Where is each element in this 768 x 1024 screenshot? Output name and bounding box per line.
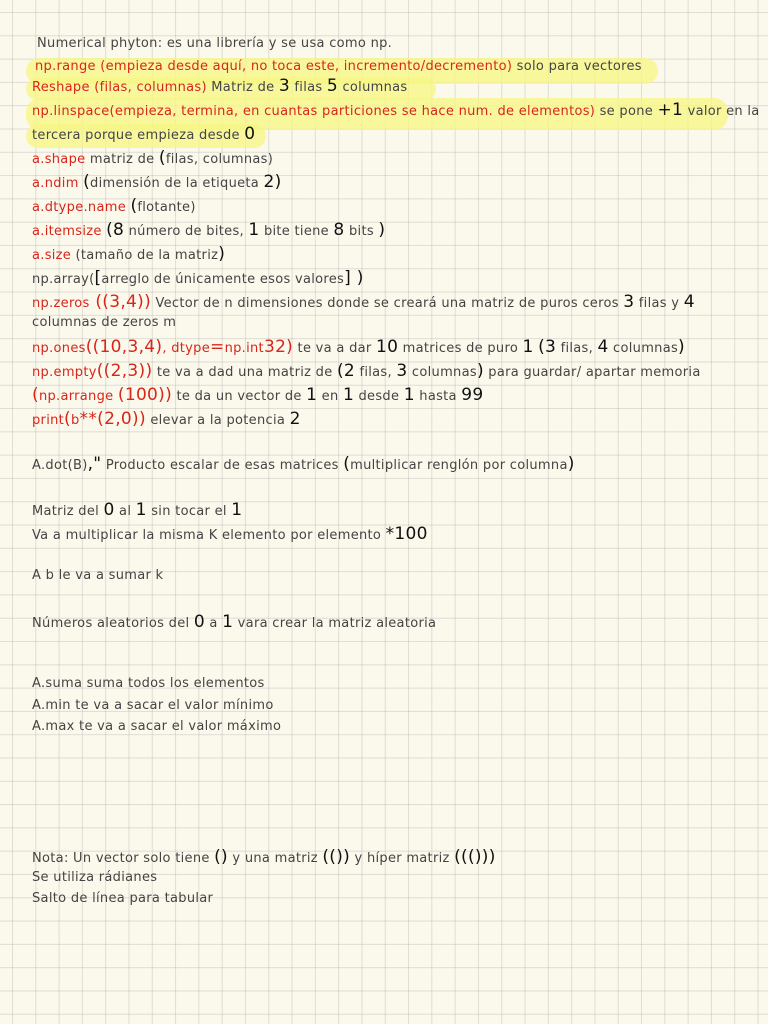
text: número de bites, [124, 224, 249, 239]
note-line-24 [32, 696, 738, 716]
number: 2 [289, 409, 301, 429]
text: multiplicar renglón por columna [350, 458, 568, 473]
note-line-6 [32, 148, 738, 170]
paren-red: ( [64, 409, 71, 429]
text: en [317, 389, 343, 404]
text: Vector de n dimensiones donde se creará una matriz de puros ceros [151, 296, 624, 311]
text-red: Reshape (filas, columnas) [32, 80, 207, 95]
note-line-8 [32, 196, 738, 218]
text: Matriz del [32, 504, 104, 519]
number: 1 [222, 612, 234, 632]
paren: ) [274, 172, 282, 192]
note-line-28 [32, 889, 738, 909]
text-red: np.range (empieza desde aquí, no toca este, incremento/decremento) [35, 59, 513, 74]
paren: () [214, 847, 228, 867]
number-red: ((10,3,4) [85, 337, 163, 357]
text: columnas [338, 80, 408, 95]
number: 1 [231, 500, 243, 520]
number-red: = [210, 337, 225, 357]
number: 1 [306, 385, 318, 405]
paren: ( [130, 196, 138, 216]
number: 4 [597, 337, 609, 357]
punct: ," [87, 454, 102, 474]
paren: ( [343, 454, 351, 474]
text-red: a.size [32, 248, 72, 263]
text: A.min te va a sacar el valor mínimo [32, 698, 274, 713]
number: 1 [135, 500, 147, 520]
text: para guardar/ apartar memoria [483, 365, 701, 380]
text-red: np.zeros [32, 296, 90, 311]
text: te va a dad una matriz de [152, 365, 337, 380]
number: 1 [403, 385, 415, 405]
paren: ) [476, 361, 484, 381]
note-line-17 [32, 409, 738, 431]
text: hasta [414, 389, 462, 404]
text: filas, [556, 341, 598, 356]
text: tercera porque empieza desde [32, 128, 245, 143]
note-line-15 [32, 361, 738, 383]
text-red: a.ndim [32, 176, 79, 191]
paren: ) [218, 244, 226, 264]
number: (8 [106, 220, 125, 240]
note-line-18 [32, 454, 738, 476]
text: A.dot [32, 458, 68, 473]
number: (3 [538, 337, 557, 357]
number-red: ((2,3)) [96, 361, 153, 381]
text-red: np.linspace(empieza, termina, en cuantas particiones se hace num. de elementos) [32, 104, 596, 119]
text: A.suma suma todos los elementos [32, 676, 265, 691]
note-line-12 [32, 292, 738, 314]
note-line-2 [35, 57, 738, 77]
text: y híper matriz [350, 851, 455, 866]
text: bits [344, 224, 379, 239]
paren: (()) [322, 847, 351, 867]
note-line-25 [32, 717, 738, 737]
note-line-13 [32, 313, 738, 333]
text: solo para vectores [512, 59, 642, 74]
paren: ( [158, 148, 166, 168]
number: 4 [683, 292, 695, 312]
note-line-19 [32, 500, 738, 522]
text-red: np.int [224, 341, 264, 356]
text: sin tocar el [146, 504, 232, 519]
text: vara crear la matriz aleatoria [233, 616, 437, 631]
number: 1 [248, 220, 260, 240]
text: Va a multiplicar la misma K elemento por elemento [32, 528, 386, 543]
number: 0 [244, 124, 256, 144]
number: *100 [385, 524, 428, 544]
number: 3 [396, 361, 408, 381]
paren: ) [567, 454, 575, 474]
number: 1 [342, 385, 355, 405]
text: (B) [67, 458, 88, 473]
text: filas [290, 80, 327, 95]
number: 8 [333, 220, 345, 240]
text: filas y [634, 296, 684, 311]
text-red: a.itemsize [32, 224, 102, 239]
text: valor en la [683, 104, 760, 119]
paren: ) [678, 337, 685, 357]
number: 0 [193, 612, 205, 632]
text: filas, columnas) [165, 152, 274, 167]
paren: ((())) [454, 847, 496, 867]
text: columnas [407, 365, 477, 380]
note-line-3 [32, 76, 738, 98]
text: y una matriz [227, 851, 323, 866]
number: 3 [623, 292, 635, 312]
text-red: np.empty [32, 365, 97, 380]
number-red: **(2,0)) [79, 409, 146, 429]
number: 3 [278, 76, 290, 96]
text-red: , dtype [162, 341, 211, 356]
number: +1 [657, 100, 684, 120]
text-red: a.shape [32, 152, 86, 167]
text: Números aleatorios del [32, 616, 194, 631]
text: a [204, 616, 223, 631]
paren-red: ( [32, 385, 39, 405]
note-line-5 [32, 124, 738, 146]
number-red: (100)) [117, 385, 173, 405]
text: te da un vector de [172, 389, 307, 404]
note-line-11 [32, 268, 738, 290]
text: (tamaño de la matriz [71, 248, 219, 263]
note-line-7 [32, 172, 738, 194]
text: bite tiene [259, 224, 334, 239]
paren: ( [83, 172, 91, 192]
text: np.array( [32, 272, 95, 287]
paren: ) [378, 220, 386, 240]
text-red: print [32, 413, 65, 428]
number-red: ((3,4)) [89, 292, 152, 312]
note-line-23 [32, 674, 738, 694]
note-line-10 [32, 244, 738, 266]
text: Producto escalar de esas matrices [101, 458, 344, 473]
number: 99 [461, 385, 484, 405]
text: desde [354, 389, 404, 404]
text: arreglo de únicamente esos valores [101, 272, 345, 287]
text: Salto de línea para tabular [32, 891, 214, 906]
number: 1 [522, 337, 534, 357]
note-line-22 [32, 612, 738, 634]
number: 2 [263, 172, 275, 192]
text: te va a dar [293, 341, 376, 356]
text: Nota: Un vector solo tiene [32, 851, 215, 866]
text-red: np.ones [32, 341, 86, 356]
bracket: [ [94, 268, 102, 288]
text: filas, [355, 365, 397, 380]
note-line-20 [32, 524, 738, 546]
note-line-16 [32, 385, 738, 407]
text-red: a.dtype.name [32, 200, 126, 215]
text: A.max te va a sacar el valor máximo [32, 719, 282, 734]
text: A b le va a sumar k [32, 568, 164, 583]
text: matrices de puro [398, 341, 523, 356]
text: flotante) [137, 200, 196, 215]
text-red: b [70, 413, 80, 428]
note-line-9 [32, 220, 738, 242]
number: 0 [103, 500, 115, 520]
text: elevar a la potencia [145, 413, 290, 428]
note-line-27 [32, 868, 738, 888]
note-line-21 [32, 566, 738, 586]
text-red: np.arrange [38, 389, 118, 404]
number: 5 [326, 76, 339, 96]
text: Matriz de [206, 80, 279, 95]
note-line-4 [32, 100, 760, 122]
bracket: ] ) [344, 268, 364, 288]
note-line-14 [32, 337, 738, 359]
text: Numerical phyton: es una librería y se usa como np. [37, 36, 393, 51]
number: 10 [375, 337, 399, 357]
text: se pone [595, 104, 658, 119]
note-line-26 [32, 847, 738, 869]
text: columnas de zeros m [32, 315, 177, 330]
note-line-1 [37, 34, 738, 54]
text: matriz de [85, 152, 159, 167]
number-red: 32) [263, 337, 294, 357]
text: columnas [608, 341, 679, 356]
number: (2 [336, 361, 356, 381]
text: al [114, 504, 136, 519]
text: Se utiliza rádianes [32, 870, 158, 885]
text: dimensión de la etiqueta [90, 176, 264, 191]
